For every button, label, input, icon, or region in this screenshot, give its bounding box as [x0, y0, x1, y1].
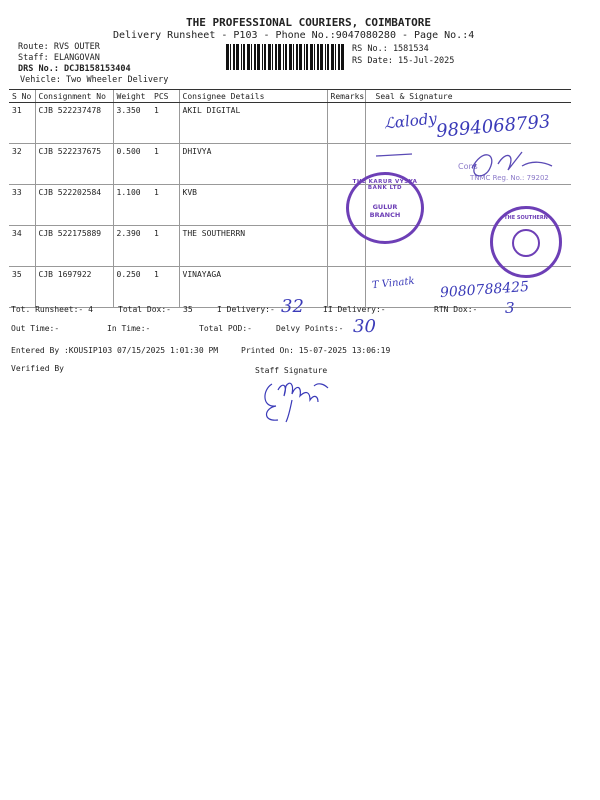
cell-consignment: CJB 1697922	[35, 267, 113, 308]
cell-weight: 1.100	[113, 185, 151, 226]
cell-consignee: VINAYAGA	[179, 267, 327, 308]
handwritten-initials: ℒɑlody	[383, 109, 438, 133]
col-header-pcs: PCS	[151, 90, 179, 103]
entered-by: Entered By :KOUSIP103 07/15/2025 1:01:30 PM	[11, 346, 219, 355]
table-row	[9, 226, 571, 267]
col-header-remarks: Remarks	[327, 90, 365, 103]
cell-weight: 0.250	[113, 267, 151, 308]
handwritten-phone-35: 9080788425	[439, 278, 530, 302]
cell-sno: 35	[9, 267, 35, 308]
delvy-points-label: Delvy Points:-	[276, 324, 344, 333]
barcode	[226, 44, 344, 70]
col-header-consignee: Consignee Details	[179, 90, 327, 103]
i-delivery-value: 32	[281, 296, 304, 317]
i-delivery-label: I Delivery:-	[217, 305, 275, 314]
cell-consignee: KVB	[179, 185, 327, 226]
printed-on: Printed On: 15-07-2025 13:06:19	[241, 346, 391, 355]
cell-sno: 34	[9, 226, 35, 267]
verified-by-label: Verified By	[11, 364, 64, 373]
kvb-stamp-ring-text: THE KARUR VYSYA BANK LTD	[352, 179, 418, 191]
staff-signature-icon	[258, 376, 340, 426]
runsheet-subtitle: Delivery Runsheet - P103 - Phone No.:9047080280 - Page No.:4	[113, 30, 475, 41]
rtn-dox-label: RTN Dox:-	[434, 305, 478, 314]
out-time-label: Out Time:-	[11, 324, 60, 333]
col-header-seal: Seal & Signature	[365, 90, 571, 103]
total-dox-value: 35	[183, 305, 193, 314]
rs-date: RS Date: 15-Jul-2025	[352, 56, 455, 66]
table-row	[9, 185, 571, 226]
cell-consignment: CJB 522237675	[35, 144, 113, 185]
delvy-points-value: 30	[353, 316, 376, 337]
cell-weight: 2.390	[113, 226, 151, 267]
staff-label: Staff: ELANGOVAN	[18, 53, 100, 63]
staff-signature-label: Staff Signature	[255, 366, 328, 375]
drs-number: DRS No.: DCJB158153404	[18, 64, 131, 74]
rtn-dox-value: 3	[505, 299, 515, 317]
cell-remarks	[327, 267, 365, 308]
faint-stamp-text-1: Cons	[458, 162, 478, 171]
cell-pcs: 1	[151, 267, 179, 308]
col-header-sno: S No	[9, 90, 35, 103]
cell-sno: 31	[9, 103, 35, 144]
table-header-row	[9, 90, 571, 103]
company-name: THE PROFESSIONAL COURIERS, COIMBATORE	[186, 16, 432, 29]
cell-pcs: 1	[151, 144, 179, 185]
col-header-weight: Weight	[113, 90, 151, 103]
total-dox-label: Total Dox:-	[118, 305, 171, 314]
col-header-consignment: Consignment No	[35, 90, 113, 103]
kvb-stamp-center-text: GULUR BRANCH	[369, 203, 401, 219]
vehicle-label: Vehicle: Two Wheeler Delivery	[20, 75, 169, 85]
ii-delivery-label: II Delivery:-	[323, 305, 386, 314]
right-stamp-ring-text: THE SOUTHERN	[504, 215, 548, 221]
cell-consignment: CJB 522202584	[35, 185, 113, 226]
cell-consignee: THE SOUTHERRN	[179, 226, 327, 267]
handwritten-phone-31: 9894068793	[435, 111, 552, 142]
cell-weight: 0.500	[113, 144, 151, 185]
cell-consignee: AKIL DIGITAL	[179, 103, 327, 144]
cell-pcs: 1	[151, 103, 179, 144]
kvb-bank-stamp-icon	[346, 172, 424, 244]
cell-sno: 32	[9, 144, 35, 185]
rs-number: RS No.: 1581534	[352, 44, 429, 54]
tot-runsheet: Tot. Runsheet:- 4	[11, 305, 93, 314]
total-pod-label: Total POD:-	[199, 324, 252, 333]
cell-remarks	[327, 103, 365, 144]
handwritten-name-35: T Vinatk	[371, 275, 416, 292]
cell-consignment: CJB 522175889	[35, 226, 113, 267]
cell-pcs: 1	[151, 226, 179, 267]
cell-sno: 33	[9, 185, 35, 226]
cell-consignee: DHIVYA	[179, 144, 327, 185]
cell-weight: 3.350	[113, 103, 151, 144]
southern-seal-stamp-icon	[490, 206, 562, 278]
in-time-label: In Time:-	[107, 324, 151, 333]
cell-consignment: CJB 522237478	[35, 103, 113, 144]
route-label: Route: RVS OUTER	[18, 42, 100, 52]
faint-stamp-text-2: TNMC Reg. No.: 79202	[470, 174, 549, 182]
cell-pcs: 1	[151, 185, 179, 226]
